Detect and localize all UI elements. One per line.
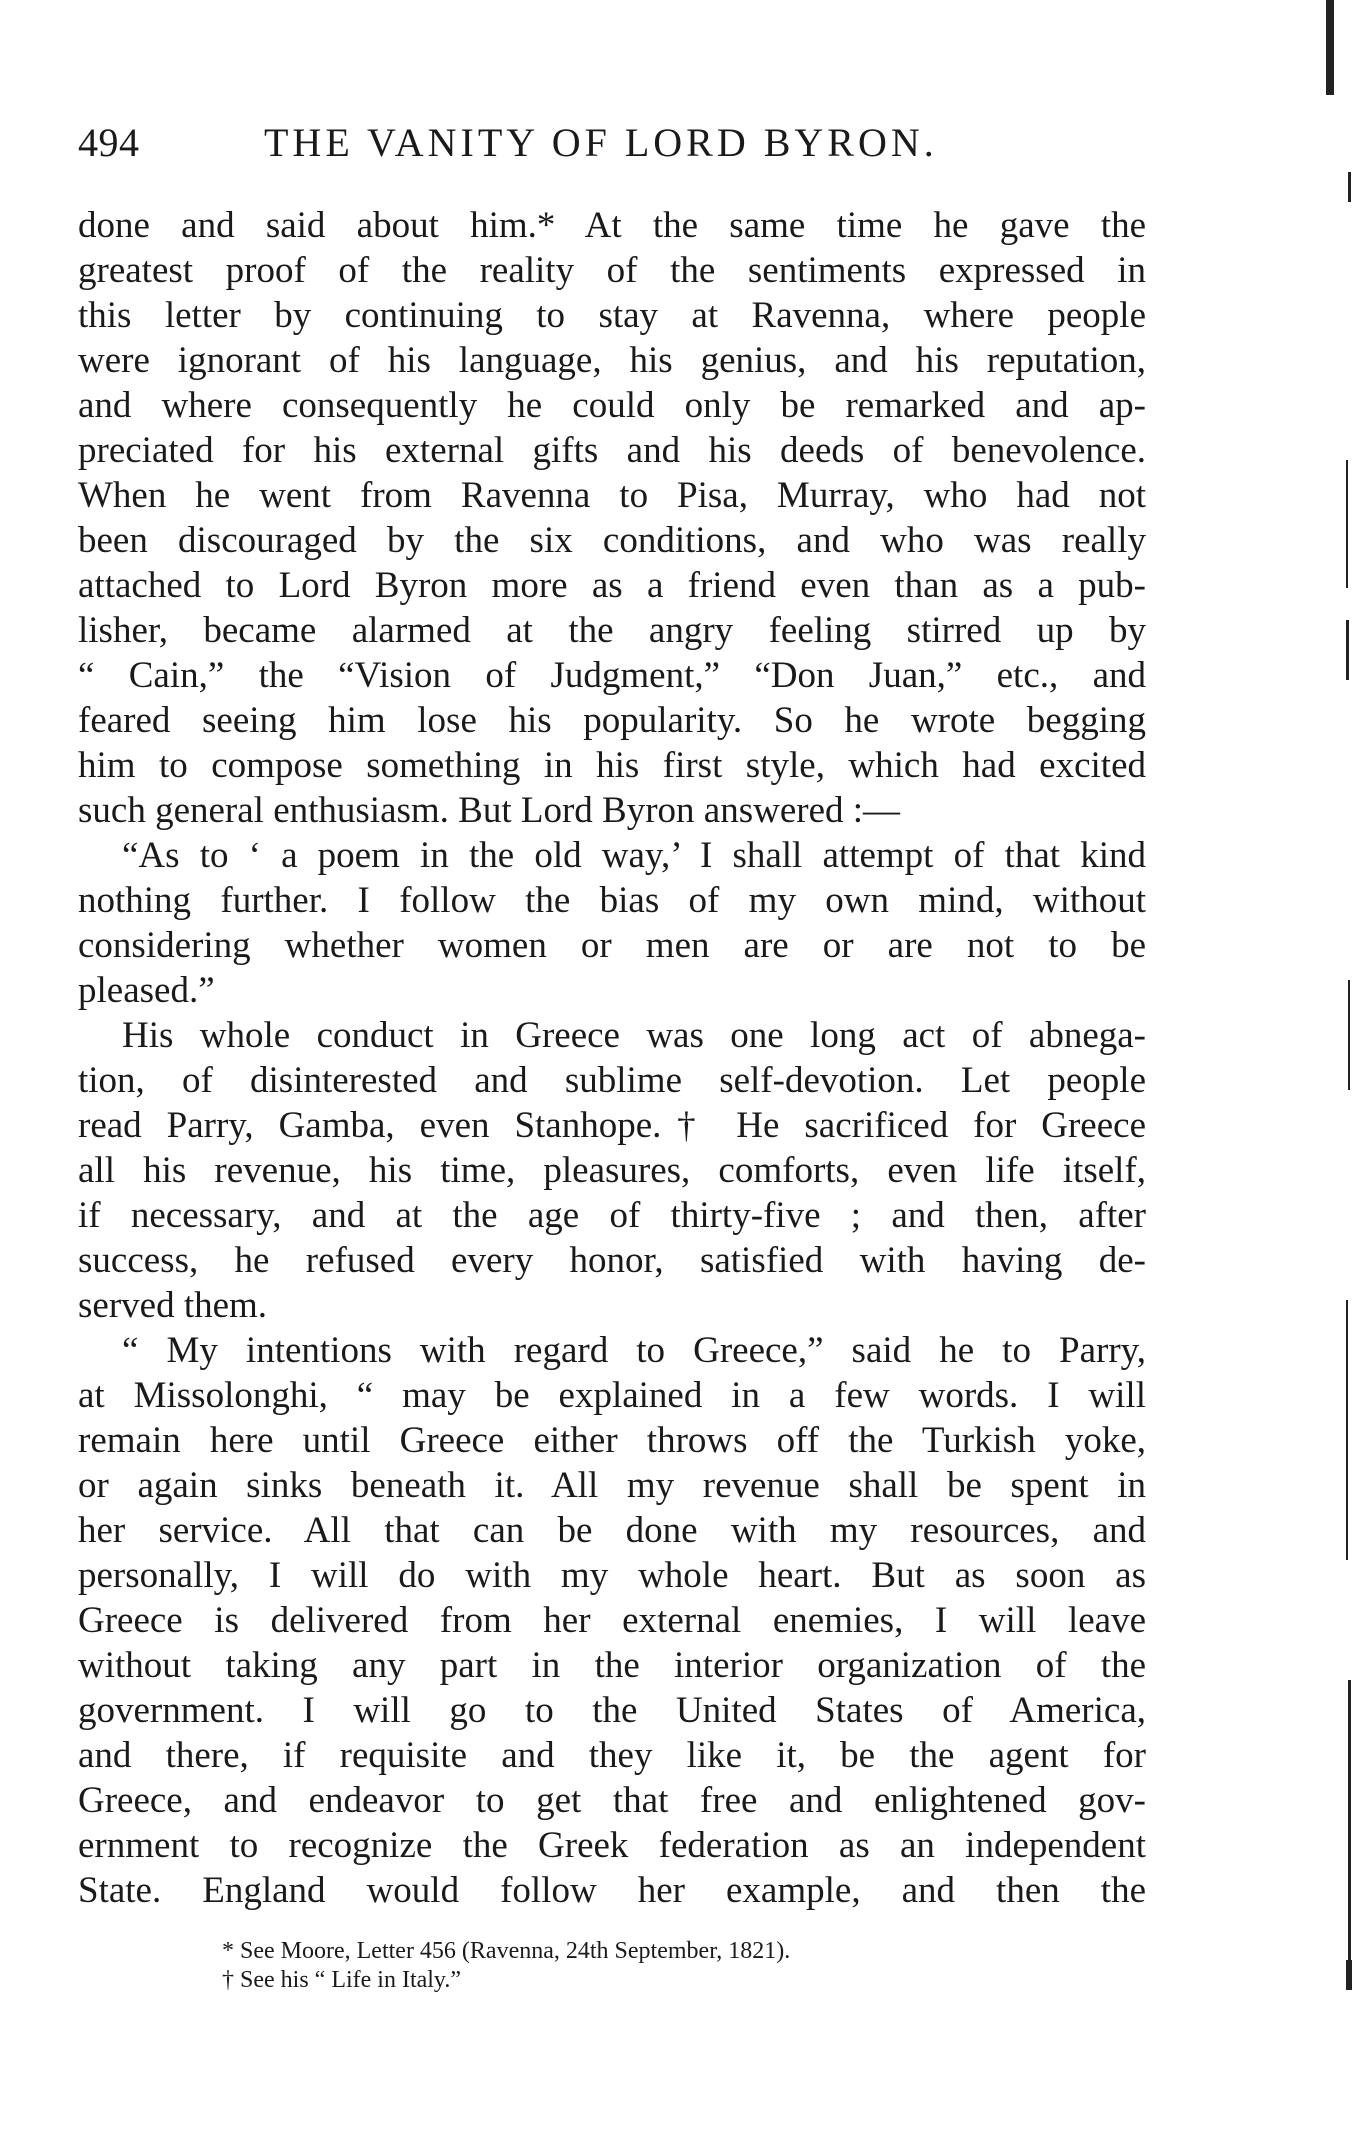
scan-edge-mark [1346,620,1349,680]
text-line: served them. [78,1285,268,1326]
text-line: considering whether women or men are or are not to be [78,925,1146,966]
text-line: attached to Lord Byron more as a friend even than as a pub- [78,565,1146,606]
text-line: nothing further. I follow the bias of my own mind, without [78,880,1146,921]
text-line: read Parry, Gamba, even Stanhope.† He sacrificed for Greece [78,1105,1146,1146]
text-line: “As to ‘ a poem in the old way,’ I shall attempt of that kind [122,835,1146,876]
text-line: feared seeing him lose his popularity. So he wrote begging [78,700,1146,741]
text-line: and there, if requisite and they like it, be the agent for [78,1735,1146,1776]
body-text [78,203,1146,1913]
text-line: success, he refused every honor, satisfied with having de- [78,1240,1146,1281]
scan-edge-mark [1346,1960,1352,1990]
footnote: † See his “ Life in Italy.” [222,1967,462,1993]
text-line: pleased.” [78,970,215,1011]
text-line: Greece is delivered from her external enemies, I will leave [78,1600,1146,1641]
scan-edge-mark [1348,980,1350,1090]
text-line: “ Cain,” the “Vision of Judgment,” “Don Juan,” etc., and [78,655,1146,696]
page-number: 494 [78,120,140,165]
text-line: “ My intentions with regard to Greece,” said he to Parry, [122,1330,1146,1371]
scan-edge-mark [1346,1300,1348,1560]
text-line: State. England would follow her example, and then the [78,1870,1146,1911]
text-line: His whole conduct in Greece was one long act of abnega- [122,1015,1146,1056]
text-line: When he went from Ravenna to Pisa, Murray, who had not [78,475,1146,516]
text-line: remain here until Greece either throws off the Turkish yoke, [78,1420,1146,1461]
page-header [78,118,1138,168]
text-line: been discouraged by the six conditions, and who was really [78,520,1146,561]
text-line: and where consequently he could only be remarked and ap- [78,385,1146,426]
text-line: tion, of disinterested and sublime self-devotion. Let people [78,1060,1146,1101]
text-line: lisher, became alarmed at the angry feeling stirred up by [78,610,1146,651]
text-line: him to compose something in his first style, which had excited [78,745,1146,786]
text-line: at Missolonghi, “ may be explained in a few words. I will [78,1375,1146,1416]
text-line: were ignorant of his language, his genius, and his reputation, [78,340,1146,381]
text-line: personally, I will do with my whole heart. But as soon as [78,1555,1146,1596]
text-line: ernment to recognize the Greek federation as an independent [78,1825,1146,1866]
text-line: government. I will go to the United States of America, [78,1690,1146,1731]
footnotes [222,1937,1122,1995]
text-line: done and said about him.* At the same time he gave the [78,205,1146,246]
text-line: greatest proof of the reality of the sentiments expressed in [78,250,1146,291]
text-line: such general enthusiasm. But Lord Byron answered :— [78,790,901,831]
scan-edge-mark [1348,172,1351,202]
text-line: all his revenue, his time, pleasures, comforts, even life itself, [78,1150,1146,1191]
text-line: without taking any part in the interior organization of the [78,1645,1146,1686]
text-line: or again sinks beneath it. All my revenue shall be spent in [78,1465,1146,1506]
text-line: preciated for his external gifts and his deeds of benevolence. [78,430,1146,471]
text-line: if necessary, and at the age of thirty-five ; and then, after [78,1195,1146,1236]
footnote: * See Moore, Letter 456 (Ravenna, 24th September, 1821). [222,1938,791,1964]
scan-edge-mark [1346,460,1348,588]
text-line: Greece, and endeavor to get that free and enlightened gov- [78,1780,1146,1821]
scan-edge-mark [1326,0,1334,95]
text-line: this letter by continuing to stay at Ravenna, where people [78,295,1146,336]
text-line: her service. All that can be done with my resources, and [78,1510,1146,1551]
running-title: THE VANITY OF LORD BYRON. [264,120,938,165]
scan-edge-mark [1348,1680,1351,1980]
